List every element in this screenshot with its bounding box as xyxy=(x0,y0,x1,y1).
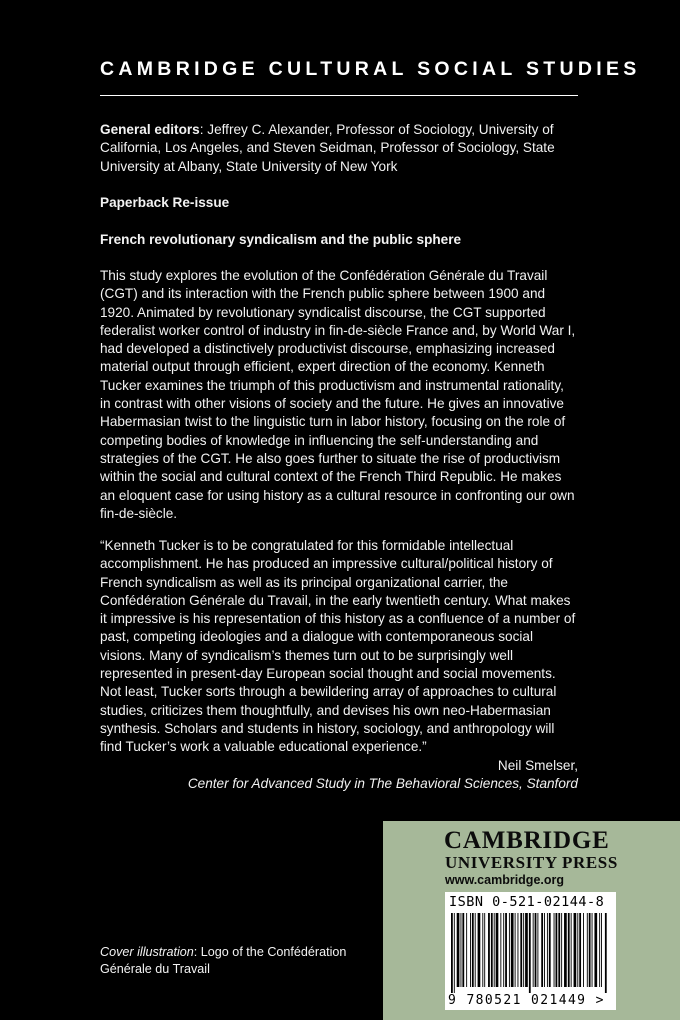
attribution-institution: Center for Advanced Study in The Behavioral Sciences, Stanford xyxy=(187,776,578,792)
publisher-logo-name: CAMBRIDGE xyxy=(444,827,610,854)
book-blurb: This study explores the evolution of the Confédération Générale du Travail (CGT) and its interaction with the French public sphere between 1900 and 1920. Animated by revolutionary syndicalist discourse, the CGT supported federalist worker control of industry in fin-de-siècle France and, by World War I, had developed a distinctively productivist discourse, emphasizing increased material output through efficient, expert direction of the economy. Kenneth Tucker examines the triumph of this productivism and instrumental rationality, in contrast with other visions of society and the future. He gives an innovative Habermasian twist to the linguistic turn in labor history, focusing on the role of competing bodies of knowledge in influencing the self-understanding and strategies of the CGT. He also goes further to situate the rise of productivism within the social and cultural context of the French Third Republic. He makes an eloquent case for using history as a cultural resource in confronting our own fin-de-siècle. xyxy=(100,268,576,521)
publisher-logo-subname: UNIVERSITY PRESS xyxy=(445,853,618,872)
quote-attribution xyxy=(188,757,578,794)
cover-illustration-credit xyxy=(100,944,360,978)
editors-text: : Jeffrey C. Alexander, Professor of Sociology, University of California, Los Angeles, and Steven Seidman, Professor of Sociology, State University at Albany, State University of New York xyxy=(100,122,555,174)
attribution-name: Neil Smelser, xyxy=(497,758,578,773)
isbn-label: ISBN 0-521-02144-8 xyxy=(449,894,605,910)
reissue-note: Paperback Re-issue xyxy=(100,195,230,210)
general-editors xyxy=(100,121,578,176)
cover-illustration-text: : Logo of the Confédération Générale du Travail xyxy=(100,945,347,976)
cover-illustration-label: Cover illustration xyxy=(100,945,194,959)
series-title: CAMBRIDGE CULTURAL SOCIAL STUDIES xyxy=(100,58,641,80)
barcode-bars xyxy=(449,913,612,993)
series-rule xyxy=(100,95,578,96)
publisher-url: www.cambridge.org xyxy=(445,873,565,887)
ean-number: 9 780521 021449 > xyxy=(448,993,605,1008)
book-title: French revolutionary syndicalism and the public sphere xyxy=(100,232,462,247)
editors-label: General editors xyxy=(100,122,200,137)
review-quote: “Kenneth Tucker is to be congratulated for this formidable intellectual accomplishment. He has produced an impressive cultural/political history of French syndicalism as well as its principal organizational carrier, the Confédération Générale du Travail, in the early twentieth century. What makes it impressive is his representation of this history as a confluence of a number of past, competing ideologies and a dialogue with contemporaneous social visions. Many of syndicalism’s themes turn out to be surprisingly well represented in present-day European social thought and social movements. Not least, Tucker sorts through a bewildering array of approaches to cultural studies, criticizes them thoughtfully, and devises his own neo-Habermasian synthesis. Scholars and students in history, sociology, and anthropology will find Tucker’s work a valuable educational experience.” xyxy=(100,538,576,755)
